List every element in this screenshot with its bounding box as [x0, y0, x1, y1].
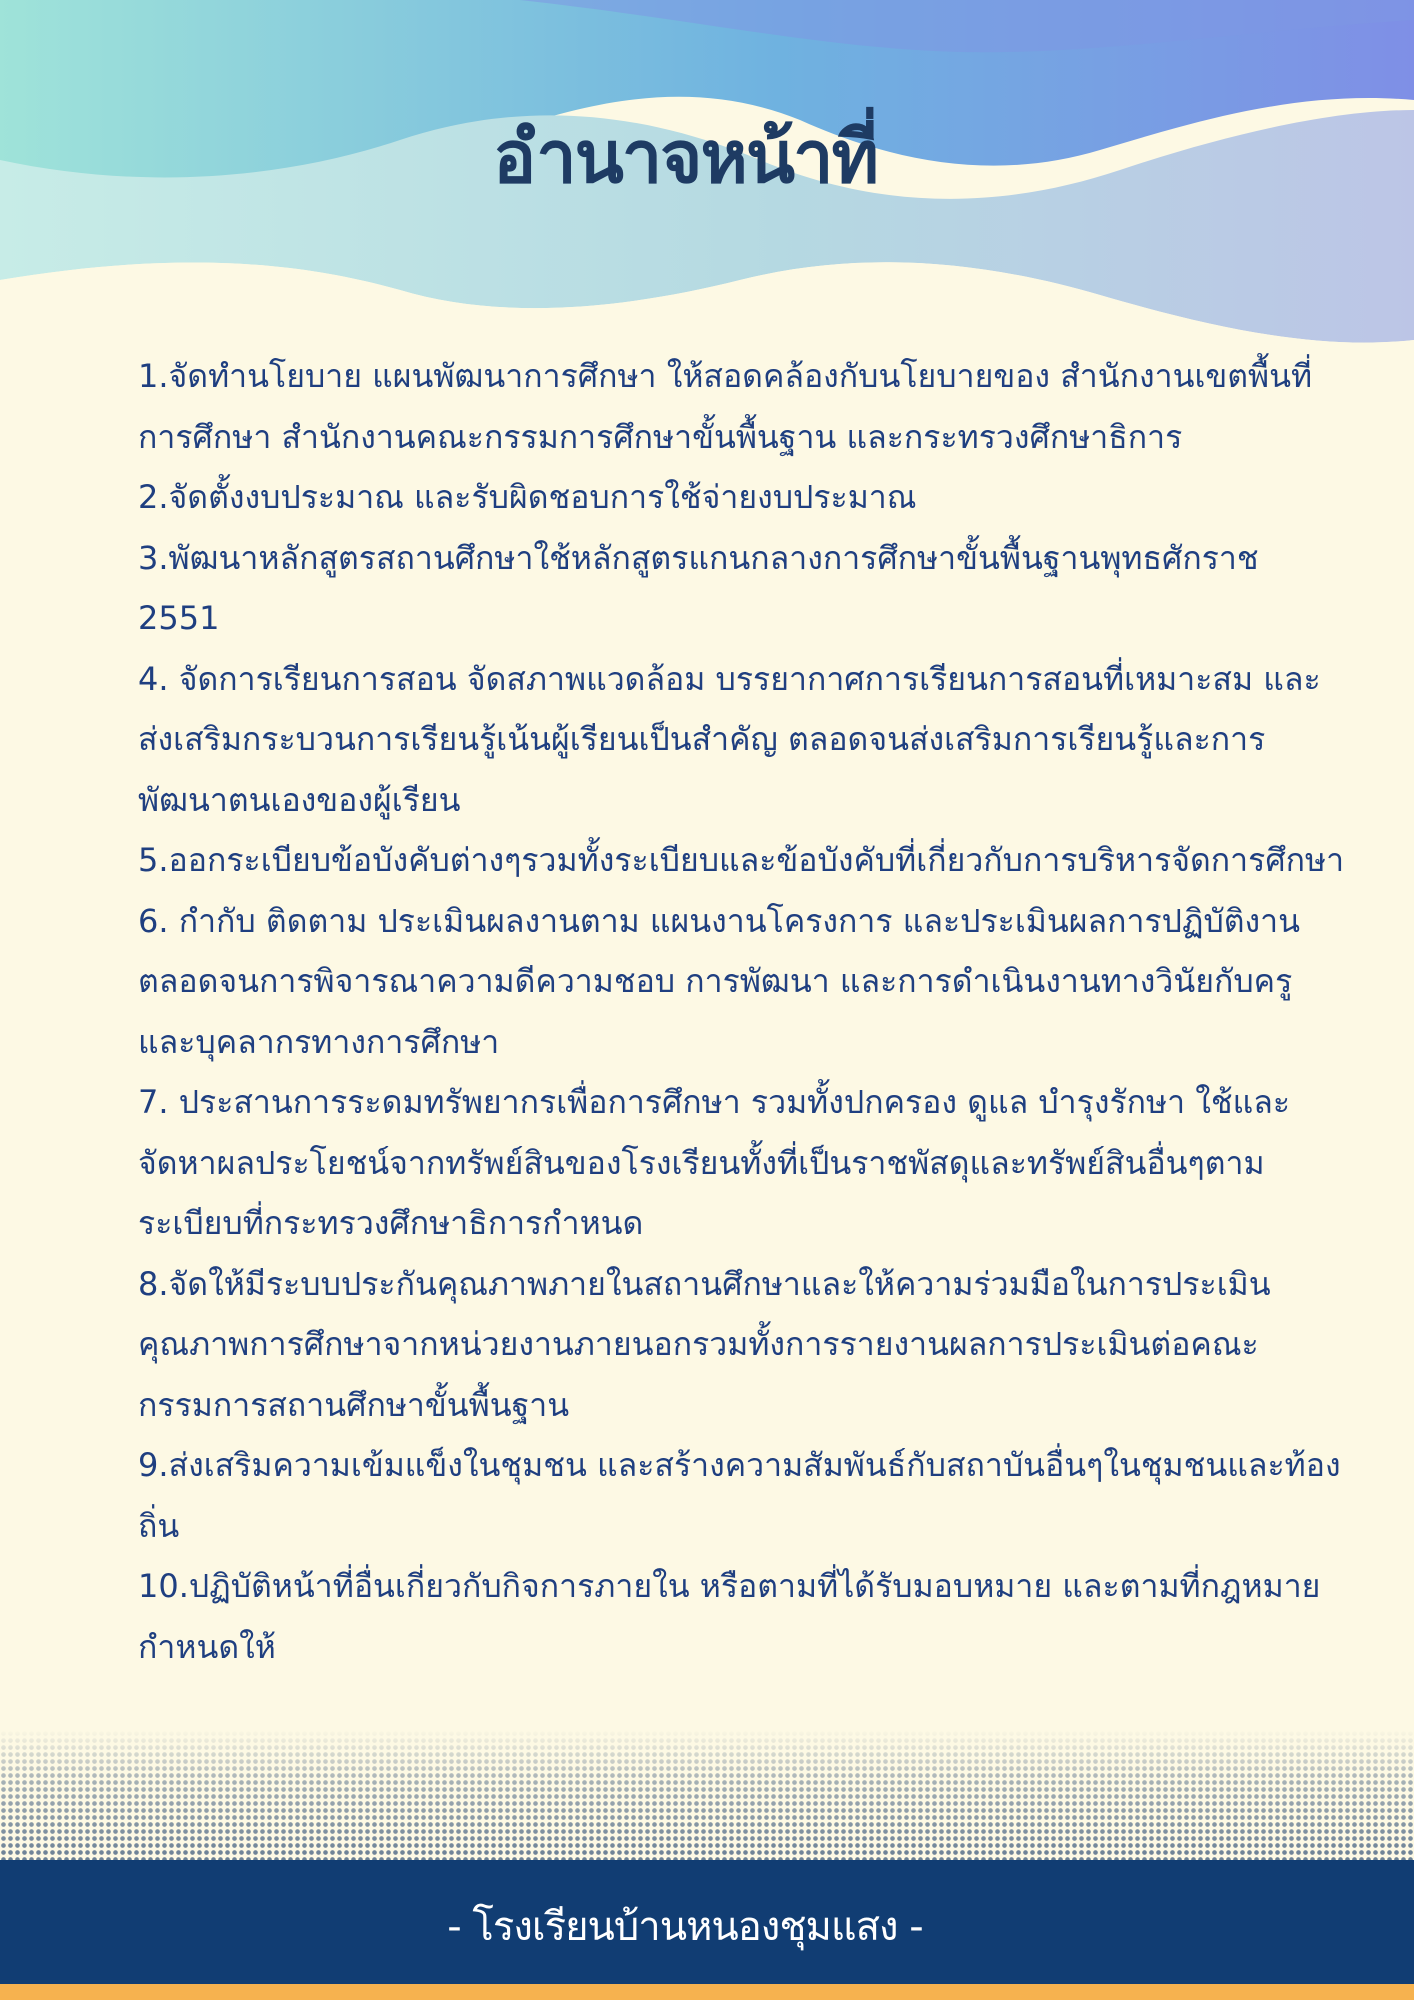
duty-item-1: 1.จัดทำนโยบาย แผนพัฒนาการศึกษา ให้สอดคล้องกับนโยบายของ สำนักงานเขตพื้นที่การศึกษา สำนักงานคณะกรรมการศึกษาขั้นพื้นฐาน และกระทรวงศึกษาธิการ: [138, 357, 1313, 456]
page-title: อำนาจหน้าที่: [492, 115, 878, 199]
duty-item-9: 9.ส่งเสริมความเข้มแข็งในชุมชน และสร้างความสัมพันธ์กับสถาบันอื่นๆในชุมชนและท้องถิ่น: [138, 1446, 1341, 1545]
duties-list: [138, 346, 1348, 1677]
halftone-dot-pattern: [0, 1730, 1414, 1860]
school-name-footer: - โรงเรียนบ้านหนองชุมแสง -: [447, 1904, 923, 1950]
duty-item-6: 6. กำกับ ติดตาม ประเมินผลงานตาม แผนงานโครงการ และประเมินผลการปฏิบัติงาน ตลอดจนการพิจารณาความดีความชอบ การพัฒนา และการดำเนินงานทางวินัยกับครูและบุคลากรทางการศึกษา: [138, 901, 1301, 1061]
duty-item-4: 4. จัดการเรียนการสอน จัดสภาพแวดล้อม บรรยากาศการเรียนการสอนที่เหมาะสม และส่งเสริมกระบวนการเรียนรู้เน้นผู้เรียนเป็นสำคัญ ตลอดจนส่งเสริมการเรียนรู้และการพัฒนาตนเองของผู้เรียน: [138, 659, 1321, 819]
duty-item-5: 5.ออกระเบียบข้อบังคับต่างๆรวมทั้งระเบียบและข้อบังคับที่เกี่ยวกับการบริหารจัดการศึกษา: [138, 841, 1345, 879]
duty-item-7: 7. ประสานการระดมทรัพยากรเพื่อการศึกษา รวมทั้งปกครอง ดูแล บำรุงรักษา ใช้และจัดหาผลประโยชน์จากทรัพย์สินของโรงเรียนทั้งที่เป็นราชพัสดุและทรัพย์สินอื่นๆตามระเบียบที่กระทรวงศึกษาธิการกำหนด: [138, 1083, 1291, 1242]
duty-item-3: 3.พัฒนาหลักสูตรสถานศึกษาใช้หลักสูตรแกนกลางการศึกษาขั้นพื้นฐานพุทธศักราช 2551: [138, 538, 1259, 637]
bottom-accent-stripe: [0, 1984, 1414, 2000]
footer-bar: [0, 1860, 1414, 1984]
duty-item-2: 2.จัดตั้งงบประมาณ และรับผิดชอบการใช้จ่ายงบประมาณ: [138, 478, 917, 516]
duty-item-8: 8.จัดให้มีระบบประกันคุณภาพภายในสถานศึกษาและให้ความร่วมมือในการประเมินคุณภาพการศึกษาจากหน่วยงานภายนอกรวมทั้งการรายงานผลการประเมินต่อคณะกรรมการสถานศึกษาขั้นพื้นฐาน: [138, 1264, 1271, 1424]
duty-item-10: 10.ปฏิบัติหน้าที่อื่นเกี่ยวกับกิจการภายใน หรือตามที่ได้รับมอบหมาย และตามที่กฎหมายกำหนดให้: [138, 1567, 1321, 1666]
